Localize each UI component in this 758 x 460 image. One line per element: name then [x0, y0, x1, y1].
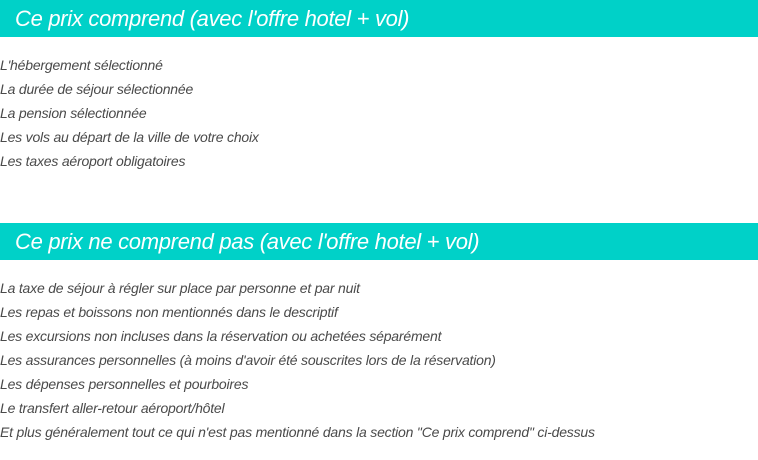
list-item: Les dépenses personnelles et pourboires — [0, 376, 249, 392]
list-item: Les excursions non incluses dans la réservation ou achetées séparément — [0, 328, 442, 344]
list-item: Les repas et boissons non mentionnés dans le descriptif — [0, 304, 338, 320]
list-item: Et plus généralement tout ce qui n'est pas mentionné dans la section "Ce prix comprend" ci-dessus — [0, 424, 595, 440]
list-item: La pension sélectionnée — [0, 105, 147, 121]
price-excludes-list — [0, 260, 758, 444]
list-item: Les taxes aéroport obligatoires — [0, 153, 186, 169]
list-item: La durée de séjour sélectionnée — [0, 81, 194, 97]
list-item: Les assurances personnelles (à moins d'avoir été souscrites lors de la réservation) — [0, 352, 496, 368]
list-item: La taxe de séjour à régler sur place par personne et par nuit — [0, 280, 360, 296]
price-excludes-title: Ce prix ne comprend pas (avec l'offre hotel + vol) — [15, 229, 480, 254]
list-item: Le transfert aller-retour aéroport/hôtel — [0, 400, 225, 416]
list-item: L'hébergement sélectionné — [0, 57, 163, 73]
price-includes-section — [0, 0, 758, 173]
price-excludes-section — [0, 223, 758, 444]
price-excludes-header — [0, 223, 758, 260]
list-item: Les vols au départ de la ville de votre choix — [0, 129, 259, 145]
price-includes-header — [0, 0, 758, 37]
price-includes-title: Ce prix comprend (avec l'offre hotel + vol) — [15, 6, 410, 31]
price-includes-list — [0, 37, 758, 173]
